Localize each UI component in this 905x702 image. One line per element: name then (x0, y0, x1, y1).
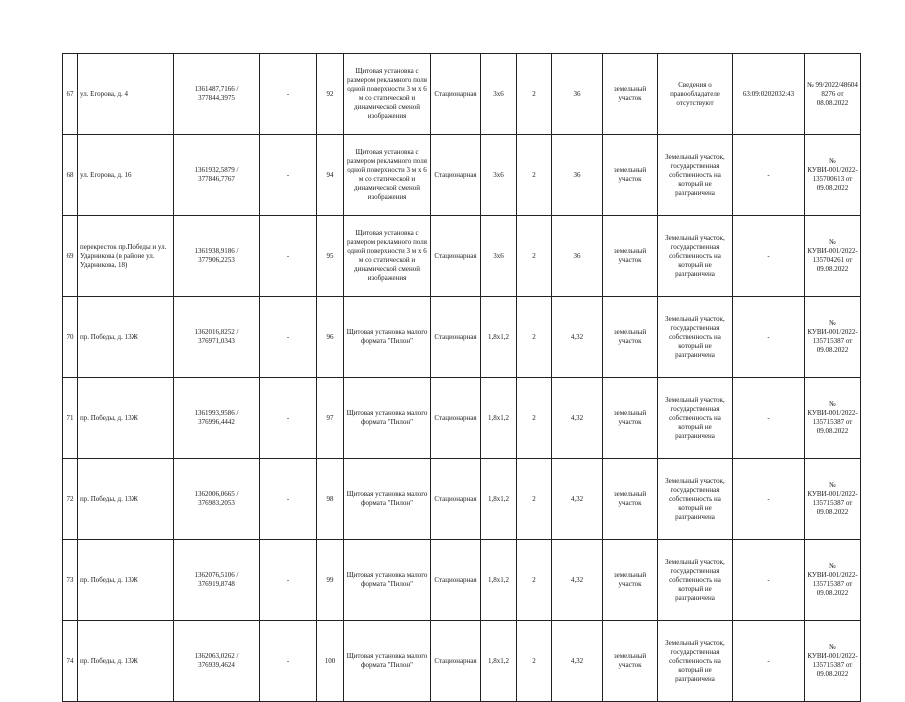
land-category-cell: земельный участок (603, 297, 658, 378)
size-cell: 1,8х1,2 (481, 297, 517, 378)
object-id-cell: 99 (317, 540, 344, 621)
sides-cell: 2 (517, 54, 552, 135)
object-id-cell: 100 (317, 621, 344, 702)
size-cell: 1,8х1,2 (481, 540, 517, 621)
object-id-cell: 96 (317, 297, 344, 378)
land-category-cell: земельный участок (603, 621, 658, 702)
address-cell: ул. Егорова, д. 16 (78, 135, 174, 216)
document-cell: № КУВИ-001/2022-135715387 от 09.08.2022 (805, 621, 861, 702)
document-cell: № КУВИ-001/2022-135700613 от 09.08.2022 (805, 135, 861, 216)
address-cell: пр. Победы, д. 13Ж (78, 540, 174, 621)
object-id-cell: 94 (317, 135, 344, 216)
installation-kind-cell: Стационарная (431, 621, 481, 702)
size-cell: 1,8х1,2 (481, 378, 517, 459)
area-cell: 4,32 (552, 297, 603, 378)
sides-cell: 2 (517, 216, 552, 297)
table-row (63, 297, 861, 378)
cadastral-number-cell: - (733, 297, 805, 378)
land-category-cell: земельный участок (603, 540, 658, 621)
size-cell: 1,8х1,2 (481, 621, 517, 702)
installation-kind-cell: Стационарная (431, 540, 481, 621)
ownership-cell: Земельный участок, государственная собственность на который не разграничена (658, 135, 733, 216)
cadastral-number-cell: - (733, 540, 805, 621)
row-number: 68 (63, 135, 78, 216)
empty-cell: - (260, 378, 317, 459)
ownership-cell: Земельный участок, государственная собственность на который не разграничена (658, 621, 733, 702)
coordinates-cell: 1361487,7166 / 377844,3975 (174, 54, 260, 135)
cadastral-number-cell: - (733, 459, 805, 540)
table-row (63, 459, 861, 540)
row-number: 69 (63, 216, 78, 297)
address-cell: пр. Победы, д. 13Ж (78, 459, 174, 540)
empty-cell: - (260, 621, 317, 702)
area-cell: 4,32 (552, 540, 603, 621)
empty-cell: - (260, 297, 317, 378)
cadastral-number-cell: - (733, 135, 805, 216)
size-cell: 1,8х1,2 (481, 459, 517, 540)
sides-cell: 2 (517, 459, 552, 540)
ownership-cell: Земельный участок, государственная собственность на который не разграничена (658, 459, 733, 540)
structure-type-cell: Щитовая установка малого формата "Пилон" (344, 621, 431, 702)
address-cell: перекресток пр.Победы и ул. Ударникова (в районе ул. Ударникова, 18) (78, 216, 174, 297)
cadastral-number-cell: - (733, 621, 805, 702)
document-cell: № КУВИ-001/2022-135715387 от 09.08.2022 (805, 297, 861, 378)
ownership-cell: Земельный участок, государственная собственность на который не разграничена (658, 216, 733, 297)
row-number: 72 (63, 459, 78, 540)
empty-cell: - (260, 540, 317, 621)
area-cell: 4,32 (552, 378, 603, 459)
structure-type-cell: Щитовая установка с размером рекламного поля одной поверхности 3 м х 6 м со статической и динамической сменой изображения (344, 54, 431, 135)
row-number: 67 (63, 54, 78, 135)
coordinates-cell: 1362016,8252 / 376971,0343 (174, 297, 260, 378)
structure-type-cell: Щитовая установка малого формата "Пилон" (344, 378, 431, 459)
area-cell: 36 (552, 54, 603, 135)
area-cell: 4,32 (552, 459, 603, 540)
address-cell: пр. Победы, д. 13Ж (78, 621, 174, 702)
table-row (63, 378, 861, 459)
ownership-cell: Земельный участок, государственная собственность на который не разграничена (658, 540, 733, 621)
row-number: 74 (63, 621, 78, 702)
address-cell: пр. Победы, д. 13Ж (78, 378, 174, 459)
land-category-cell: земельный участок (603, 216, 658, 297)
empty-cell: - (260, 135, 317, 216)
installation-kind-cell: Стационарная (431, 216, 481, 297)
document-cell: № КУВИ-001/2022-135715387 от 09.08.2022 (805, 540, 861, 621)
size-cell: 3х6 (481, 216, 517, 297)
installation-kind-cell: Стационарная (431, 378, 481, 459)
table-row (63, 216, 861, 297)
document-cell: № КУВИ-001/2022-135704261 от 09.08.2022 (805, 216, 861, 297)
ownership-cell: Земельный участок, государственная собственность на который не разграничена (658, 297, 733, 378)
empty-cell: - (260, 54, 317, 135)
land-category-cell: земельный участок (603, 135, 658, 216)
structure-type-cell: Щитовая установка с размером рекламного поля одной поверхности 3 м х 6 м со статической и динамической сменой изображения (344, 135, 431, 216)
installation-kind-cell: Стационарная (431, 459, 481, 540)
coordinates-cell: 1361993,9586 / 376996,4442 (174, 378, 260, 459)
table-row (63, 54, 861, 135)
size-cell: 3х6 (481, 135, 517, 216)
structure-type-cell: Щитовая установка малого формата "Пилон" (344, 297, 431, 378)
coordinates-cell: 1362063,0262 / 376939,4624 (174, 621, 260, 702)
table-row (63, 135, 861, 216)
row-number: 73 (63, 540, 78, 621)
object-id-cell: 97 (317, 378, 344, 459)
sides-cell: 2 (517, 297, 552, 378)
object-id-cell: 95 (317, 216, 344, 297)
object-id-cell: 98 (317, 459, 344, 540)
area-cell: 4,32 (552, 621, 603, 702)
table-body (63, 54, 861, 702)
address-cell: пр. Победы, д. 13Ж (78, 297, 174, 378)
cadastral-number-cell: - (733, 378, 805, 459)
size-cell: 3х6 (481, 54, 517, 135)
land-category-cell: земельный участок (603, 54, 658, 135)
row-number: 70 (63, 297, 78, 378)
table-row (63, 621, 861, 702)
coordinates-cell: 1362076,5106 / 376919,8748 (174, 540, 260, 621)
coordinates-cell: 1362006,0665 / 376983,2053 (174, 459, 260, 540)
sides-cell: 2 (517, 135, 552, 216)
document-cell: № КУВИ-001/2022-135715387 от 09.08.2022 (805, 459, 861, 540)
sides-cell: 2 (517, 540, 552, 621)
area-cell: 36 (552, 216, 603, 297)
address-cell: ул. Егорова, д. 4 (78, 54, 174, 135)
empty-cell: - (260, 459, 317, 540)
document-cell: № 99/2022/48604 8276 от 08.08.2022 (805, 54, 861, 135)
object-id-cell: 92 (317, 54, 344, 135)
coordinates-cell: 1361938,9186 / 377906,2253 (174, 216, 260, 297)
land-category-cell: земельный участок (603, 378, 658, 459)
structure-type-cell: Щитовая установка с размером рекламного поля одной поверхности 3 м х 6 м со статической и динамической сменой изображения (344, 216, 431, 297)
document-cell: № КУВИ-001/2022-135715387 от 09.08.2022 (805, 378, 861, 459)
sides-cell: 2 (517, 621, 552, 702)
installation-kind-cell: Стационарная (431, 135, 481, 216)
row-number: 71 (63, 378, 78, 459)
installation-kind-cell: Стационарная (431, 54, 481, 135)
coordinates-cell: 1361932,5879 / 377846,7767 (174, 135, 260, 216)
table-row (63, 540, 861, 621)
area-cell: 36 (552, 135, 603, 216)
ownership-cell: Земельный участок, государственная собственность на который не разграничена (658, 378, 733, 459)
structure-type-cell: Щитовая установка малого формата "Пилон" (344, 459, 431, 540)
structure-type-cell: Щитовая установка малого формата "Пилон" (344, 540, 431, 621)
installation-kind-cell: Стационарная (431, 297, 481, 378)
empty-cell: - (260, 216, 317, 297)
cadastral-number-cell: - (733, 216, 805, 297)
land-category-cell: земельный участок (603, 459, 658, 540)
registry-table (62, 53, 861, 702)
ownership-cell: Сведения о правообладателе отсутствуют (658, 54, 733, 135)
cadastral-number-cell: 63:09:0202032:43 (733, 54, 805, 135)
sides-cell: 2 (517, 378, 552, 459)
